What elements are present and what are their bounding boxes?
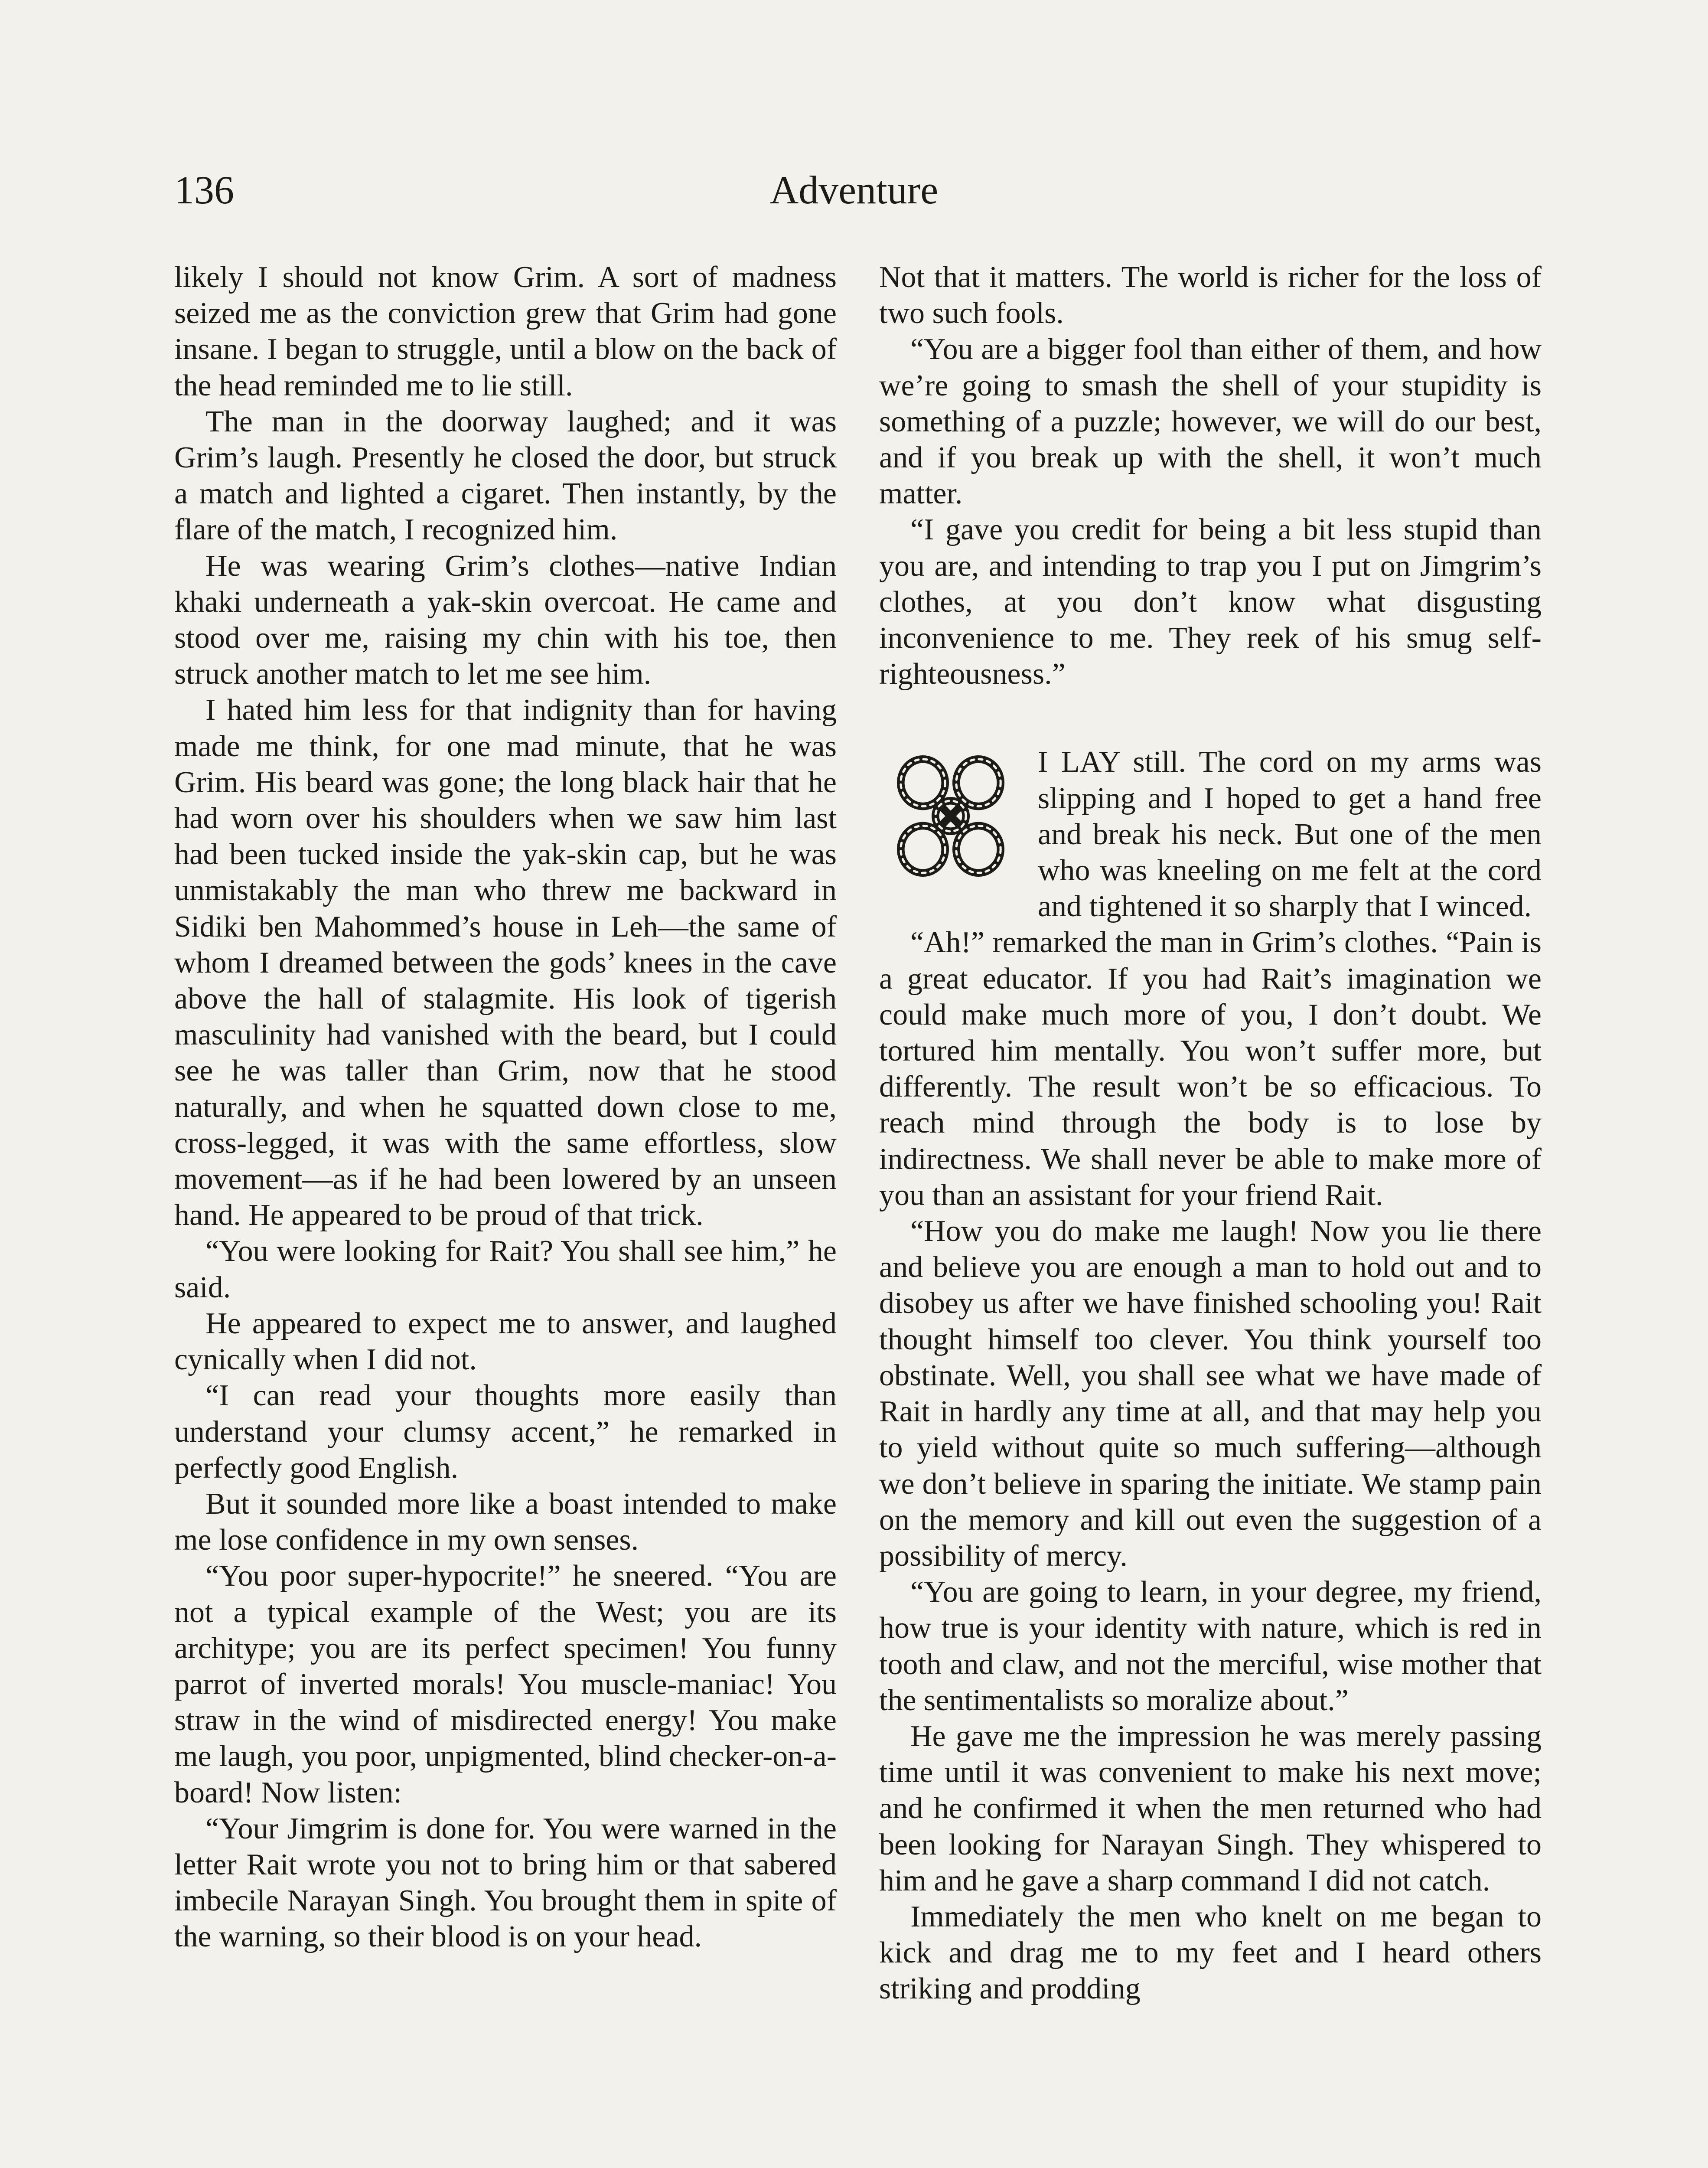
paragraph: “You poor super-hypocrite!” he sneered. “You are not a typical example of the West; you are its architype; you are its perfect specimen! You funny parrot of inverted morals! You muscle-maniac! You straw in the wind of misdirected energy! You make me laugh, you poor, unpigmented, blind checker-on-a-board! Now listen: [174,1559,837,1809]
paragraph: Immediately the men who knelt on me began to kick and drag me to my feet and I heard others striking and prodding [879,1900,1542,2006]
paragraph: He was wearing Grim’s clothes—native Indian khaki underneath a yak-skin overcoat. He came and stood over me, raising my chin with his toe, then struck another match to let me see him. [174,549,837,691]
paragraph: He appeared to expect me to answer, and laughed cynically when I did not. [174,1306,837,1377]
paragraph: “Ah!” remarked the man in Grim’s clothes. “Pain is a great educator. If you had Rait’s imagination we could make much more of you, I don’t doubt. We tortured him mentally. You won’t suffer more, but differently. The result won’t be so efficacious. To reach mind through the body is to lose by indirectness. We shall never be able to make more of you than an assistant for your friend Rait. [879,926,1542,1212]
paragraph: He gave me the impression he was merely passing time until it was convenient to make his next move; and he confirmed it when the men returned who had been looking for Narayan Singh. They whispered to him and he gave a sharp command I did not catch. [879,1719,1542,1897]
paragraph: “How you do make me laugh! Now you lie there and believe you are enough a man to hold out and to disobey us after we have finished schooling you! Rait thought himself too clever. You think yourself too obstinate. Well, you shall see what we have made of Rait in hardly any time at all, and that may help you to yield without quite so much suffering—although we don’t believe in sparing the initiate. We stamp pain on the memory and kill out even the suggestion of a possibility of mercy. [879,1215,1542,1573]
right-column [879,259,1542,2007]
running-head: Adventure [769,168,939,212]
paragraph: “You are going to learn, in your degree, my friend, how true is your identity with nature, which is red in tooth and claw, and not the merciful, wise mother that the sentimentalists so moralize about.” [879,1575,1542,1717]
left-column [174,259,837,1955]
section-opening-paragraph: I LAY still. The cord on my arms was slipping and I hoped to get a hand free and break his neck. But one of the men who was kneeling on me felt at the cord and tightened it so sharply that I winced. [1038,745,1542,924]
paragraph: likely I should not know Grim. A sort of madness seized me as the conviction grew that Grim had gone insane. I began to struggle, until a blow on the back of the head reminded me to lie still. [174,261,837,402]
page-number: 136 [174,168,234,212]
rope-knot-ornament-icon [879,747,1022,885]
paragraph: “You were looking for Rait? You shall see him,” he said. [174,1234,837,1304]
paragraph: But it sounded more like a boast intended to make me lose confidence in my own senses. [174,1487,837,1557]
paragraph: The man in the doorway laughed; and it was Grim’s laugh. Presently he closed the door, but struck a match and lighted a cigaret. Then instantly, by the flare of the match, I recognized him. [174,405,837,547]
paragraph: “You are a bigger fool than either of them, and how we’re going to smash the shell of your stupidity is something of a puzzle; however, we will do our best, and if you break up with the shell, it won’t much matter. [879,333,1542,511]
paragraph: Not that it matters. The world is richer for the loss of two such fools. [879,261,1542,330]
paragraph: “I can read your thoughts more easily than understand your clumsy accent,” he remarked in perfectly good English. [174,1379,837,1485]
paragraph: I hated him less for that indignity than for having made me think, for one mad minute, that he was Grim. His beard was gone; the long black hair that he had worn over his shoulders when we saw him last had been tucked inside the yak-skin cap, but he was unmistakably the man who threw me backward in Sidiki ben Mahommed’s house in Leh—the same of whom I dreamed between the gods’ knees in the cave above the hall of stalagmite. His look of tigerish masculinity had vanished with the beard, but I could see he was taller than Grim, now that he stood naturally, and when he squatted down close to me, cross-legged, it was with the same effortless, slow movement—as if he had been lowered by an unseen hand. He appeared to be proud of that trick. [174,693,837,1232]
paragraph: “I gave you credit for being a bit less stupid than you are, and intending to trap you I put on Jimgrim’s clothes, at you don’t know what disgusting inconvenience to me. They reek of his smug self-righteousness.” [879,513,1542,691]
section-break [879,692,1542,744]
paragraph: “Your Jimgrim is done for. You were warned in the letter Rait wrote you not to bring him or that sabered imbecile Narayan Singh. You brought them in spite of the warning, so their blood is on your head. [174,1812,837,1954]
